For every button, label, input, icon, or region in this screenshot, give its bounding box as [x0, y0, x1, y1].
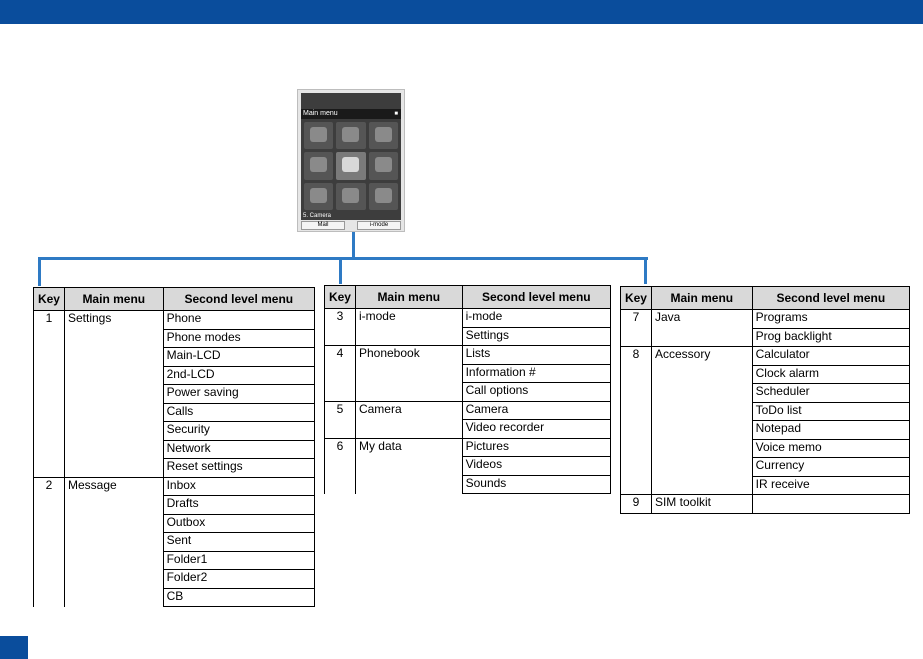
phone-softkeys: [301, 221, 401, 230]
main-menu-cell: My data: [355, 438, 462, 494]
second-level-cell: Lists: [462, 346, 610, 365]
header-key: Key: [34, 288, 65, 311]
menu-table-2: [324, 285, 611, 494]
table-row: [621, 495, 910, 514]
menu-table-3: [620, 286, 910, 514]
second-level-cell: Camera: [462, 401, 610, 420]
second-level-cell: ToDo list: [752, 402, 909, 421]
menu-icon-message: [336, 122, 365, 149]
table-row: [325, 346, 611, 365]
phone-screen: [301, 93, 401, 220]
second-level-cell: Video recorder: [462, 420, 610, 439]
second-level-cell: Inbox: [163, 477, 314, 496]
second-level-cell: Outbox: [163, 514, 314, 533]
menu-icon-java: [304, 183, 333, 210]
key-cell: 1: [34, 311, 65, 478]
main-menu-cell: Accessory: [651, 347, 752, 495]
header-main-menu: Main menu: [651, 287, 752, 310]
main-menu-cell: i-mode: [355, 309, 462, 346]
second-level-cell: Main-LCD: [163, 348, 314, 367]
table-row: [325, 438, 611, 457]
second-level-cell: Pictures: [462, 438, 610, 457]
main-menu-cell: SIM toolkit: [651, 495, 752, 514]
second-level-cell: Currency: [752, 458, 909, 477]
header-main-menu: Main menu: [64, 288, 163, 311]
second-level-cell: Sent: [163, 533, 314, 552]
table-row: [34, 477, 315, 496]
main-menu-cell: Settings: [64, 311, 163, 478]
table-row: [621, 310, 910, 329]
key-cell: 6: [325, 438, 356, 494]
second-level-cell: Settings: [462, 327, 610, 346]
second-level-cell: Programs: [752, 310, 909, 329]
second-level-cell: Clock alarm: [752, 365, 909, 384]
key-cell: 2: [34, 477, 65, 607]
second-level-cell: Voice memo: [752, 439, 909, 458]
table-row: [621, 347, 910, 366]
header-second-level-menu: Second level menu: [752, 287, 909, 310]
connector-right: [644, 257, 647, 284]
second-level-cell: i-mode: [462, 309, 610, 328]
main-menu-cell: Phonebook: [355, 346, 462, 402]
second-level-cell: Phone: [163, 311, 314, 330]
main-menu-cell: Message: [64, 477, 163, 607]
footer-block: [0, 636, 28, 659]
header-main-menu: Main menu: [355, 286, 462, 309]
second-level-cell: Call options: [462, 383, 610, 402]
second-level-cell: IR receive: [752, 476, 909, 495]
table-row: [325, 401, 611, 420]
softkey-right: i-mode: [357, 221, 401, 230]
phone-indicator-icon: ■: [394, 111, 398, 117]
softkey-left: Mail: [301, 221, 345, 230]
second-level-cell: Folder1: [163, 551, 314, 570]
main-menu-cell: Java: [651, 310, 752, 347]
second-level-cell: 2nd-LCD: [163, 366, 314, 385]
menu-icon-accessory: [336, 183, 365, 210]
header-bar: [0, 0, 923, 24]
second-level-cell: Power saving: [163, 385, 314, 404]
second-level-cell: Security: [163, 422, 314, 441]
second-level-cell: Information #: [462, 364, 610, 383]
second-level-cell: Calculator: [752, 347, 909, 366]
second-level-cell: Phone modes: [163, 329, 314, 348]
connector-horizontal: [38, 257, 648, 260]
key-cell: 5: [325, 401, 356, 438]
connector-middle: [339, 257, 342, 284]
second-level-cell: CB: [163, 588, 314, 607]
second-level-cell: Sounds: [462, 475, 610, 494]
menu-icon-phonebook: [304, 152, 333, 179]
second-level-cell: Scheduler: [752, 384, 909, 403]
connector-stem: [352, 232, 355, 259]
key-cell: 7: [621, 310, 652, 347]
phone-status: 5. Camera: [303, 213, 332, 219]
second-level-cell: Calls: [163, 403, 314, 422]
key-cell: 9: [621, 495, 652, 514]
header-key: Key: [621, 287, 652, 310]
header-key: Key: [325, 286, 356, 309]
menu-icon-grid: [304, 122, 398, 210]
second-level-cell: Folder2: [163, 570, 314, 589]
second-level-cell: Reset settings: [163, 459, 314, 478]
phone-title: Main menu: [301, 109, 401, 119]
menu-table-1: [33, 287, 315, 607]
key-cell: 4: [325, 346, 356, 402]
table-row: [34, 311, 315, 330]
second-level-cell: [752, 495, 909, 514]
phone-main-menu-screenshot: [297, 89, 405, 232]
connector-left: [38, 257, 41, 286]
menu-icon-sim: [369, 183, 398, 210]
second-level-cell: Videos: [462, 457, 610, 476]
menu-icon-settings: [304, 122, 333, 149]
menu-icon-imode: [369, 122, 398, 149]
second-level-cell: Drafts: [163, 496, 314, 515]
key-cell: 3: [325, 309, 356, 346]
second-level-cell: Notepad: [752, 421, 909, 440]
second-level-cell: Prog backlight: [752, 328, 909, 347]
menu-icon-mydata: [369, 152, 398, 179]
key-cell: 8: [621, 347, 652, 495]
second-level-cell: Network: [163, 440, 314, 459]
menu-icon-camera: [336, 152, 365, 179]
table-row: [325, 309, 611, 328]
header-second-level-menu: Second level menu: [163, 288, 314, 311]
header-second-level-menu: Second level menu: [462, 286, 610, 309]
main-menu-cell: Camera: [355, 401, 462, 438]
